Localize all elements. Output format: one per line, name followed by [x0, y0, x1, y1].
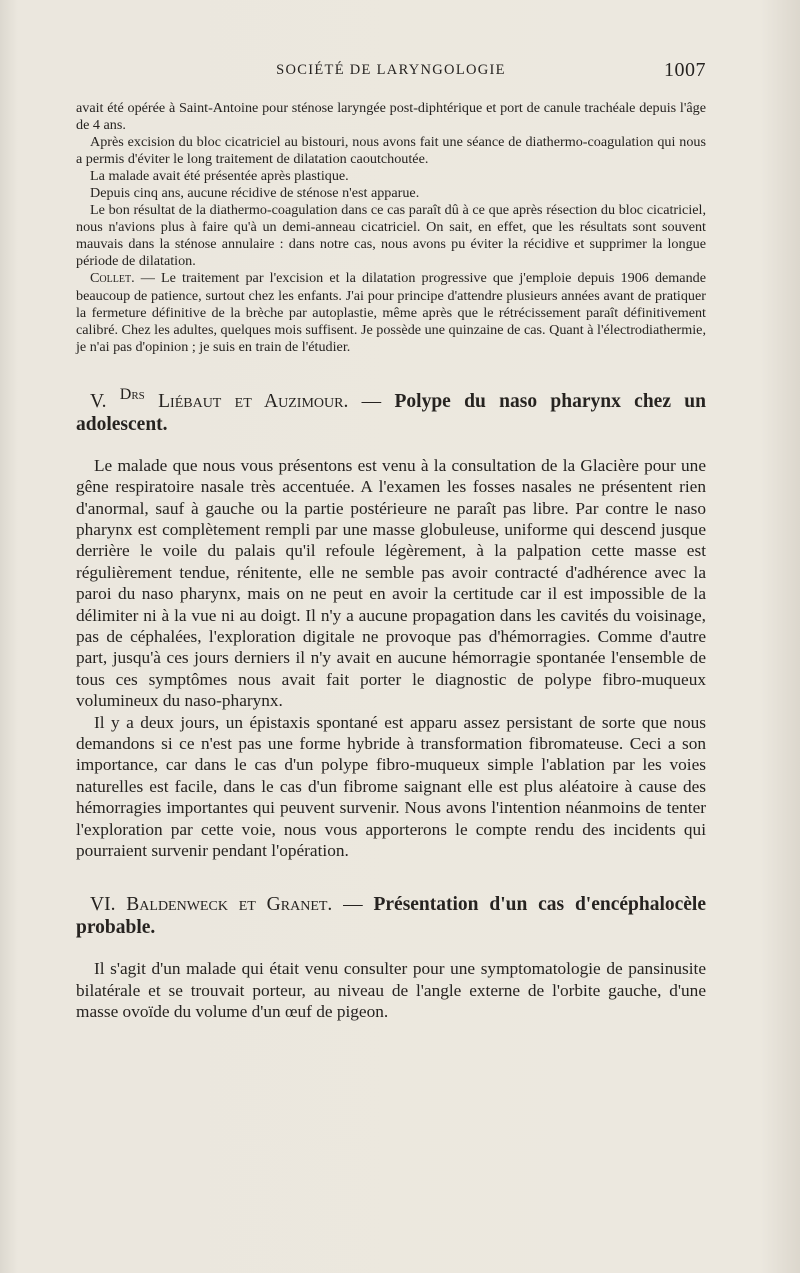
section-number: V.	[90, 390, 107, 412]
paragraph: Après excision du bloc cicatriciel au bistouri, nous avons fait une séance de diathermo-coagulation qui nous a permis d'éviter le long traitement de dilatation caoutchoutée.	[76, 134, 706, 168]
paragraph: La malade avait été présentée après plastique.	[90, 168, 349, 185]
authors-prefix: Drs	[119, 385, 145, 403]
discussion-continuation	[76, 100, 706, 356]
paragraph: Depuis cinq ans, aucune récidive de sténose n'est apparue.	[90, 185, 420, 202]
paragraph: Le malade que nous vous présentons est venu à la consultation de la Glacière pour une gêne respiratoire nasale très accentuée. A l'examen les fosses nasales ne présentent rien d'anormal, sauf à gauche ou la partie postérieure ne paraît pas libre. Par contre le naso pharynx est complètement rempli par une masse globuleuse, uniforme qui descend jusque derrière le voile du palais qu'il refoule légèrement, à la palpation cette masse est régulièrement tendue, rénitente, elle ne semble pas avoir contracté d'adhérence avec la paroi du naso pharynx, mais on ne peut en avoir la certitude car il est impossible de la délimiter ni à la vue ni au doigt. Il n'y a aucune propagation dans les cavités du voisinage, pas de céphalées, l'exploration digitale ne provoque pas d'hémorragies. Comme d'autre part, jusqu'à ces jours derniers il n'y avait en aucune hémorragie spontanée l'ensemble de tous ces symptômes nous avait fait porter le diagnostic de polype fibro-muqueux volumineux du naso-pharynx.	[76, 455, 706, 711]
speaker-remark: — Le traitement par l'excision et la dilatation progressive que j'emploie depuis 1906 demande beaucoup de patience, surtout chez les enfants. J'ai pour principe d'attendre plusieurs années avant de pratiquer la fermeture définitive de la brèche par autoplastie, même après que le rétrécissement paraît définitivement calibré. Chez les adultes, quelques mois suffisent. Je possède une quinzaine de cas. Quant à l'électrodiathermie, je n'ai pas d'opinion ; je suis en train de l'étudier.	[76, 270, 706, 355]
running-head: SOCIÉTÉ DE LARYNGOLOGIE	[276, 62, 506, 78]
heading-dash: —	[332, 894, 374, 916]
section-v-text	[76, 455, 706, 862]
section-vi-text	[76, 958, 706, 1022]
page-number: 1007	[664, 59, 706, 81]
section-number: VI.	[90, 894, 116, 916]
section-authors: Baldenweck et Granet.	[126, 894, 333, 916]
page-header	[76, 59, 706, 88]
paragraph	[76, 270, 706, 355]
page-body	[76, 100, 706, 1023]
speaker-name: Collet.	[90, 270, 135, 287]
heading-dash: —	[348, 390, 395, 412]
paragraph: Il y a deux jours, un épistaxis spontané est apparu assez persistant de sorte que nous demandons si ce n'est pas une forme hybride à transformation fibromateuse. Ceci a son importance, car dans le cas d'un polype fibro-muqueux simple l'ablation par les voies naturelles est facile, dans le cas d'un fibrome saignant elle est plus aléatoire à cause des hémorragies importantes qui peuvent survenir. Nous avons l'intention néanmoins de tenter l'exploration par cette voie, nous vous apporterons le compte rendu des incidents qui pourraient survenir pendant l'opération.	[76, 712, 706, 861]
section-authors: Liébaut et Auzimour.	[158, 390, 349, 412]
section-heading-vi	[76, 893, 706, 939]
section-title: Polype du naso pharynx chez un adolescent.	[76, 390, 706, 435]
paragraph: avait été opérée à Saint-Antoine pour sténose laryngée post-diphtérique et port de canule trachéale depuis l'âge de 4 ans.	[76, 100, 706, 134]
paragraph: Il s'agit d'un malade qui était venu consulter pour une symptomatologie de pansinusite bilatérale et se trouvait porteur, au niveau de l'angle externe de l'orbite gauche, d'une masse ovoïde du volume d'un œuf de pigeon.	[76, 959, 706, 1022]
section-title: Présentation d'un cas d'encéphalocèle probable.	[76, 894, 707, 939]
section-heading-v	[76, 383, 706, 436]
paragraph: Le bon résultat de la diathermo-coagulation dans ce cas paraît dû à ce que après résection du bloc cicatriciel, nous n'avions plus à faire qu'à un demi-anneau cicatriciel. On sait, en effet, que les résultats sont souvent mauvais dans la sténose annulaire : dans notre cas, nous avons pu éviter la récidive et supprimer la longue période de dilatation.	[76, 202, 706, 270]
